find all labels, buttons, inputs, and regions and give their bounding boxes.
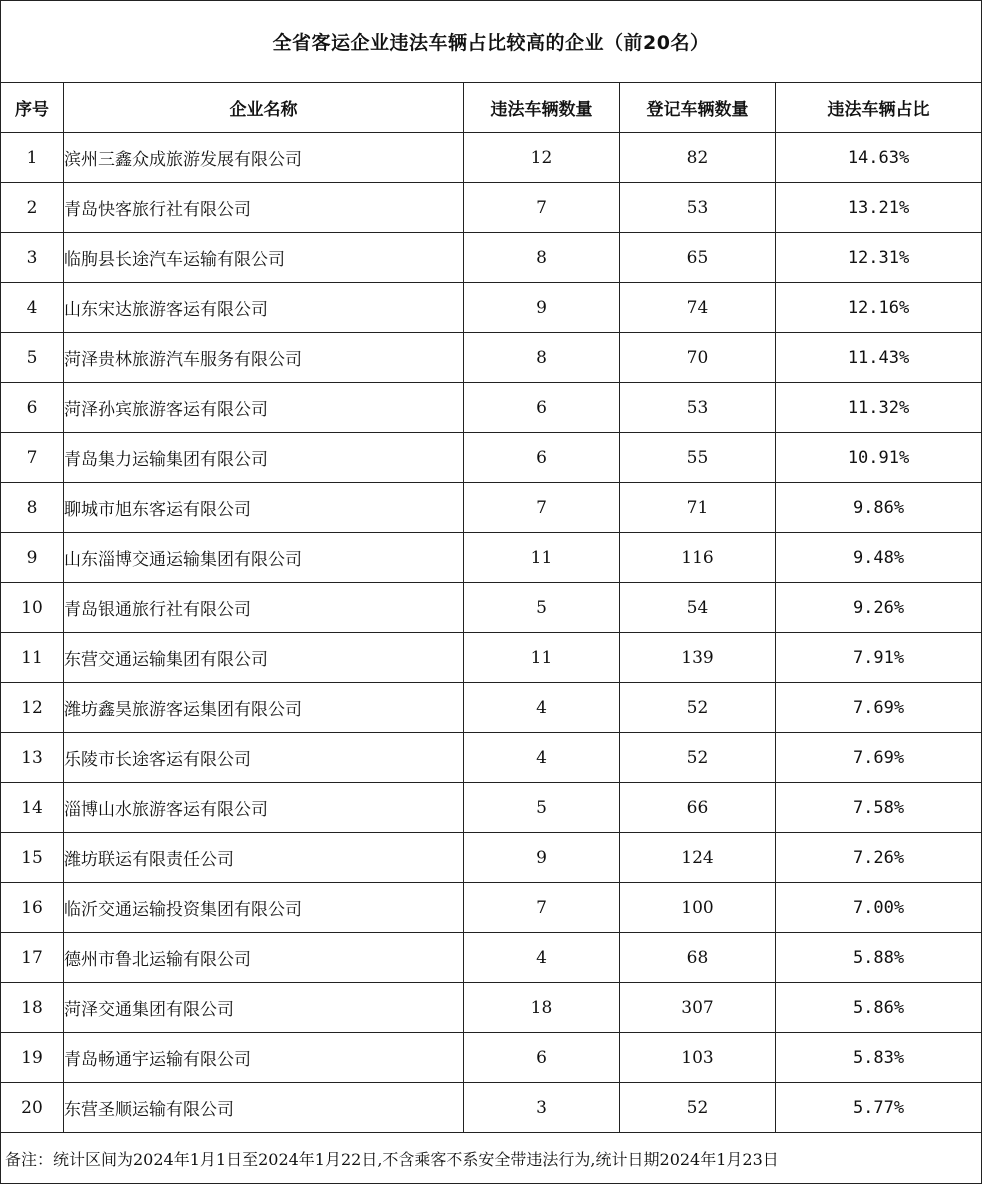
cell-name: 德州市鲁北运输有限公司 [64, 933, 464, 983]
cell-registered: 74 [620, 283, 776, 333]
cell-name: 青岛银通旅行社有限公司 [64, 583, 464, 633]
cell-ratio: 12.31% [776, 233, 982, 283]
cell-ratio: 14.63% [776, 133, 982, 183]
cell-ratio: 12.16% [776, 283, 982, 333]
cell-no: 19 [1, 1033, 64, 1083]
cell-violations: 8 [464, 233, 620, 283]
cell-no: 9 [1, 533, 64, 583]
cell-no: 20 [1, 1083, 64, 1133]
cell-name: 山东宋达旅游客运有限公司 [64, 283, 464, 333]
cell-ratio: 13.21% [776, 183, 982, 233]
cell-violations: 7 [464, 883, 620, 933]
header-ratio: 违法车辆占比 [776, 83, 982, 133]
cell-ratio: 7.91% [776, 633, 982, 683]
table-row [1, 333, 982, 383]
cell-name: 山东淄博交通运输集团有限公司 [64, 533, 464, 583]
footnote: 备注：统计区间为2024年1月1日至2024年1月22日,不含乘客不系安全带违法行为,统计日期2024年1月23日 [1, 1133, 982, 1184]
table-row [1, 383, 982, 433]
cell-registered: 139 [620, 633, 776, 683]
cell-ratio: 9.48% [776, 533, 982, 583]
cell-name: 淄博山水旅游客运有限公司 [64, 783, 464, 833]
cell-registered: 53 [620, 383, 776, 433]
cell-violations: 9 [464, 283, 620, 333]
cell-ratio: 5.86% [776, 983, 982, 1033]
table-row [1, 1083, 982, 1133]
cell-ratio: 5.77% [776, 1083, 982, 1133]
cell-violations: 6 [464, 433, 620, 483]
table-row [1, 633, 982, 683]
cell-violations: 4 [464, 733, 620, 783]
cell-no: 3 [1, 233, 64, 283]
cell-violations: 5 [464, 783, 620, 833]
table-row [1, 933, 982, 983]
cell-registered: 70 [620, 333, 776, 383]
table-row [1, 983, 982, 1033]
cell-registered: 116 [620, 533, 776, 583]
cell-ratio: 7.69% [776, 683, 982, 733]
cell-registered: 71 [620, 483, 776, 533]
table-row [1, 733, 982, 783]
cell-name: 乐陵市长途客运有限公司 [64, 733, 464, 783]
cell-ratio: 10.91% [776, 433, 982, 483]
cell-no: 18 [1, 983, 64, 1033]
cell-no: 15 [1, 833, 64, 883]
header-violations: 违法车辆数量 [464, 83, 620, 133]
table-row [1, 883, 982, 933]
table-row [1, 233, 982, 283]
cell-name: 菏泽贵林旅游汽车服务有限公司 [64, 333, 464, 383]
cell-ratio: 11.43% [776, 333, 982, 383]
cell-violations: 4 [464, 933, 620, 983]
cell-registered: 53 [620, 183, 776, 233]
title-row [1, 1, 982, 83]
cell-registered: 65 [620, 233, 776, 283]
table-row [1, 1033, 982, 1083]
header-name: 企业名称 [64, 83, 464, 133]
table-row [1, 183, 982, 233]
cell-registered: 52 [620, 1083, 776, 1133]
cell-name: 临朐县长途汽车运输有限公司 [64, 233, 464, 283]
cell-violations: 7 [464, 483, 620, 533]
cell-violations: 11 [464, 533, 620, 583]
cell-registered: 100 [620, 883, 776, 933]
cell-violations: 6 [464, 1033, 620, 1083]
cell-violations: 6 [464, 383, 620, 433]
cell-name: 潍坊联运有限责任公司 [64, 833, 464, 883]
cell-ratio: 5.88% [776, 933, 982, 983]
cell-registered: 52 [620, 733, 776, 783]
cell-ratio: 7.00% [776, 883, 982, 933]
table-title: 全省客运企业违法车辆占比较高的企业（前20名） [1, 1, 982, 83]
cell-registered: 124 [620, 833, 776, 883]
cell-no: 10 [1, 583, 64, 633]
cell-ratio: 5.83% [776, 1033, 982, 1083]
cell-name: 聊城市旭东客运有限公司 [64, 483, 464, 533]
cell-no: 17 [1, 933, 64, 983]
cell-name: 临沂交通运输投资集团有限公司 [64, 883, 464, 933]
cell-violations: 5 [464, 583, 620, 633]
cell-ratio: 9.26% [776, 583, 982, 633]
cell-violations: 12 [464, 133, 620, 183]
table-row [1, 833, 982, 883]
cell-no: 12 [1, 683, 64, 733]
cell-no: 13 [1, 733, 64, 783]
cell-violations: 4 [464, 683, 620, 733]
cell-no: 7 [1, 433, 64, 483]
cell-registered: 307 [620, 983, 776, 1033]
cell-registered: 54 [620, 583, 776, 633]
cell-violations: 18 [464, 983, 620, 1033]
cell-no: 11 [1, 633, 64, 683]
table-row [1, 433, 982, 483]
cell-no: 5 [1, 333, 64, 383]
cell-violations: 8 [464, 333, 620, 383]
cell-name: 青岛畅通宇运输有限公司 [64, 1033, 464, 1083]
cell-ratio: 9.86% [776, 483, 982, 533]
cell-no: 16 [1, 883, 64, 933]
cell-registered: 66 [620, 783, 776, 833]
cell-name: 青岛快客旅行社有限公司 [64, 183, 464, 233]
cell-registered: 52 [620, 683, 776, 733]
cell-registered: 68 [620, 933, 776, 983]
table-row [1, 283, 982, 333]
cell-violations: 9 [464, 833, 620, 883]
cell-registered: 103 [620, 1033, 776, 1083]
cell-no: 6 [1, 383, 64, 433]
table-row [1, 583, 982, 633]
cell-no: 2 [1, 183, 64, 233]
header-registered: 登记车辆数量 [620, 83, 776, 133]
cell-ratio: 7.26% [776, 833, 982, 883]
table-row [1, 483, 982, 533]
cell-name: 滨州三鑫众成旅游发展有限公司 [64, 133, 464, 183]
cell-name: 菏泽交通集团有限公司 [64, 983, 464, 1033]
table-row [1, 683, 982, 733]
cell-ratio: 7.58% [776, 783, 982, 833]
cell-name: 青岛集力运输集团有限公司 [64, 433, 464, 483]
cell-registered: 82 [620, 133, 776, 183]
note-row [1, 1133, 982, 1184]
cell-no: 14 [1, 783, 64, 833]
cell-name: 东营交通运输集团有限公司 [64, 633, 464, 683]
cell-name: 东营圣顺运输有限公司 [64, 1083, 464, 1133]
cell-violations: 7 [464, 183, 620, 233]
cell-no: 1 [1, 133, 64, 183]
cell-ratio: 7.69% [776, 733, 982, 783]
cell-violations: 3 [464, 1083, 620, 1133]
cell-name: 菏泽孙宾旅游客运有限公司 [64, 383, 464, 433]
cell-ratio: 11.32% [776, 383, 982, 433]
cell-no: 4 [1, 283, 64, 333]
cell-violations: 11 [464, 633, 620, 683]
table-row [1, 533, 982, 583]
header-no: 序号 [1, 83, 64, 133]
cell-registered: 55 [620, 433, 776, 483]
cell-no: 8 [1, 483, 64, 533]
cell-name: 潍坊鑫昊旅游客运集团有限公司 [64, 683, 464, 733]
table-row [1, 783, 982, 833]
table-row [1, 133, 982, 183]
header-row [1, 83, 982, 133]
